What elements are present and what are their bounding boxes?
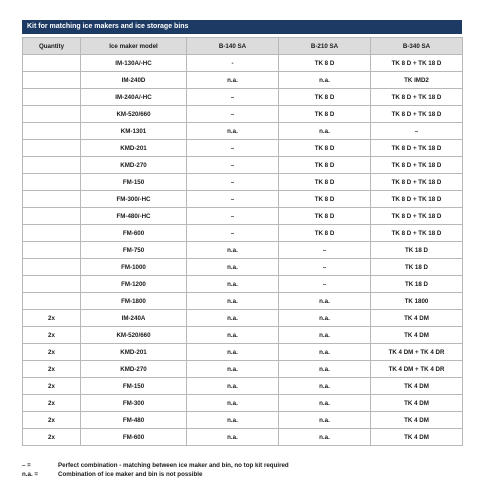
cell-b-140-sa: – xyxy=(187,225,279,242)
cell-quantity: 2x xyxy=(23,429,81,446)
table-row xyxy=(23,242,463,259)
cell-b-340-sa: TK 1800 xyxy=(371,293,463,310)
cell-quantity: 2x xyxy=(23,344,81,361)
cell-b-140-sa: n.a. xyxy=(187,123,279,140)
cell-b-210-sa: – xyxy=(279,242,371,259)
cell-b-210-sa: n.a. xyxy=(279,123,371,140)
cell-b-340-sa: TK 8 D + TK 18 D xyxy=(371,191,463,208)
cell-b-340-sa: TK 4 DM xyxy=(371,310,463,327)
cell-b-210-sa: TK 8 D xyxy=(279,55,371,72)
cell-b-210-sa: TK 8 D xyxy=(279,208,371,225)
cell-b-340-sa: TK 4 DM xyxy=(371,378,463,395)
cell-b-340-sa: TK 4 DM xyxy=(371,327,463,344)
cell-b-340-sa: TK 8 D + TK 18 D xyxy=(371,140,463,157)
table-row xyxy=(23,344,463,361)
table-row xyxy=(23,412,463,429)
header-b-210-sa: B-210 SA xyxy=(279,38,371,55)
legend-item-na xyxy=(22,470,462,479)
table-row xyxy=(23,191,463,208)
cell-quantity xyxy=(23,208,81,225)
cell-b-210-sa: n.a. xyxy=(279,327,371,344)
table-row xyxy=(23,123,463,140)
legend-text: Perfect combination - matching between ice maker and bin, no top kit required xyxy=(58,462,289,469)
cell-b-210-sa: n.a. xyxy=(279,72,371,89)
cell-b-140-sa: n.a. xyxy=(187,344,279,361)
legend-item-dash xyxy=(22,461,462,470)
cell-b-210-sa: TK 8 D xyxy=(279,140,371,157)
header-b-340-sa: B-340 SA xyxy=(371,38,463,55)
cell-b-340-sa: TK 4 DM + TK 4 DR xyxy=(371,361,463,378)
cell-ice-maker-model: FM-1800 xyxy=(81,293,187,310)
cell-ice-maker-model: IM-130A/-HC xyxy=(81,55,187,72)
cell-b-340-sa: TK 18 D xyxy=(371,242,463,259)
cell-ice-maker-model: FM-300 xyxy=(81,395,187,412)
cell-b-210-sa: n.a. xyxy=(279,293,371,310)
cell-b-210-sa: n.a. xyxy=(279,378,371,395)
cell-b-140-sa: n.a. xyxy=(187,395,279,412)
cell-b-140-sa: - xyxy=(187,55,279,72)
cell-ice-maker-model: KMD-270 xyxy=(81,157,187,174)
cell-b-340-sa: TK 8 D + TK 18 D xyxy=(371,225,463,242)
legend-symbol: – = xyxy=(22,462,31,469)
cell-b-340-sa: TK 18 D xyxy=(371,259,463,276)
cell-quantity xyxy=(23,106,81,123)
cell-b-340-sa: TK 8 D + TK 18 D xyxy=(371,174,463,191)
table-header-row xyxy=(23,38,463,55)
cell-ice-maker-model: FM-750 xyxy=(81,242,187,259)
legend xyxy=(22,461,462,479)
cell-b-340-sa: TK 8 D + TK 18 D xyxy=(371,208,463,225)
header-b-140-sa: B-140 SA xyxy=(187,38,279,55)
table-row xyxy=(23,429,463,446)
table-row xyxy=(23,174,463,191)
cell-b-140-sa: n.a. xyxy=(187,378,279,395)
cell-quantity: 2x xyxy=(23,395,81,412)
cell-b-340-sa: TK IMD2 xyxy=(371,72,463,89)
cell-b-340-sa: TK 4 DM + TK 4 DR xyxy=(371,344,463,361)
table-row xyxy=(23,106,463,123)
header-quantity: Quantity xyxy=(23,38,81,55)
table-row xyxy=(23,140,463,157)
table-row xyxy=(23,361,463,378)
cell-b-140-sa: – xyxy=(187,140,279,157)
cell-quantity xyxy=(23,72,81,89)
cell-b-140-sa: – xyxy=(187,191,279,208)
cell-quantity xyxy=(23,276,81,293)
kit-table xyxy=(22,37,463,446)
cell-quantity: 2x xyxy=(23,310,81,327)
cell-ice-maker-model: KMD-201 xyxy=(81,140,187,157)
cell-ice-maker-model: FM-1200 xyxy=(81,276,187,293)
table-row xyxy=(23,72,463,89)
cell-b-140-sa: n.a. xyxy=(187,72,279,89)
cell-b-210-sa: TK 8 D xyxy=(279,89,371,106)
cell-ice-maker-model: FM-480/-HC xyxy=(81,208,187,225)
cell-quantity xyxy=(23,225,81,242)
cell-quantity: 2x xyxy=(23,327,81,344)
cell-b-210-sa: n.a. xyxy=(279,344,371,361)
cell-b-140-sa: n.a. xyxy=(187,310,279,327)
cell-b-210-sa: n.a. xyxy=(279,310,371,327)
cell-ice-maker-model: FM-1000 xyxy=(81,259,187,276)
cell-b-140-sa: – xyxy=(187,106,279,123)
cell-ice-maker-model: KM-1301 xyxy=(81,123,187,140)
cell-b-140-sa: n.a. xyxy=(187,293,279,310)
cell-b-340-sa: TK 4 DM xyxy=(371,412,463,429)
cell-b-140-sa: n.a. xyxy=(187,327,279,344)
cell-b-210-sa: – xyxy=(279,259,371,276)
cell-ice-maker-model: IM-240A/-HC xyxy=(81,89,187,106)
cell-b-340-sa: TK 18 D xyxy=(371,276,463,293)
cell-b-140-sa: n.a. xyxy=(187,259,279,276)
cell-b-340-sa: TK 4 DM xyxy=(371,395,463,412)
cell-ice-maker-model: FM-300/-HC xyxy=(81,191,187,208)
cell-ice-maker-model: KM-520/660 xyxy=(81,327,187,344)
cell-quantity xyxy=(23,293,81,310)
cell-ice-maker-model: FM-600 xyxy=(81,429,187,446)
cell-ice-maker-model: IM-240A xyxy=(81,310,187,327)
table-row xyxy=(23,259,463,276)
header-ice-maker-model: Ice maker model xyxy=(81,38,187,55)
cell-b-340-sa: – xyxy=(371,123,463,140)
cell-quantity: 2x xyxy=(23,412,81,429)
table-row xyxy=(23,395,463,412)
cell-b-140-sa: – xyxy=(187,89,279,106)
cell-b-140-sa: n.a. xyxy=(187,242,279,259)
cell-b-210-sa: n.a. xyxy=(279,361,371,378)
cell-b-340-sa: TK 8 D + TK 18 D xyxy=(371,157,463,174)
cell-b-140-sa: n.a. xyxy=(187,412,279,429)
cell-b-340-sa: TK 8 D + TK 18 D xyxy=(371,106,463,123)
cell-b-140-sa: – xyxy=(187,208,279,225)
cell-ice-maker-model: FM-600 xyxy=(81,225,187,242)
cell-ice-maker-model: FM-480 xyxy=(81,412,187,429)
table-row xyxy=(23,293,463,310)
cell-ice-maker-model: IM-240D xyxy=(81,72,187,89)
cell-quantity xyxy=(23,89,81,106)
table-row xyxy=(23,378,463,395)
cell-b-210-sa: n.a. xyxy=(279,429,371,446)
cell-b-210-sa: – xyxy=(279,276,371,293)
cell-quantity xyxy=(23,259,81,276)
cell-b-340-sa: TK 4 DM xyxy=(371,429,463,446)
cell-quantity: 2x xyxy=(23,378,81,395)
cell-ice-maker-model: FM-150 xyxy=(81,378,187,395)
table-row xyxy=(23,89,463,106)
cell-quantity xyxy=(23,140,81,157)
table-body xyxy=(23,55,463,446)
cell-ice-maker-model: KM-520/660 xyxy=(81,106,187,123)
table-row xyxy=(23,327,463,344)
table-row xyxy=(23,208,463,225)
cell-b-340-sa: TK 8 D + TK 18 D xyxy=(371,55,463,72)
legend-text: Combination of ice maker and bin is not possible xyxy=(58,471,203,478)
table-row xyxy=(23,55,463,72)
cell-b-210-sa: TK 8 D xyxy=(279,191,371,208)
cell-b-140-sa: n.a. xyxy=(187,361,279,378)
cell-b-140-sa: – xyxy=(187,174,279,191)
cell-quantity: 2x xyxy=(23,361,81,378)
cell-ice-maker-model: KMD-270 xyxy=(81,361,187,378)
cell-b-210-sa: n.a. xyxy=(279,395,371,412)
table-row xyxy=(23,157,463,174)
cell-ice-maker-model: KMD-201 xyxy=(81,344,187,361)
cell-b-210-sa: TK 8 D xyxy=(279,157,371,174)
cell-ice-maker-model: FM-150 xyxy=(81,174,187,191)
cell-quantity xyxy=(23,191,81,208)
cell-quantity xyxy=(23,174,81,191)
cell-b-140-sa: n.a. xyxy=(187,429,279,446)
cell-b-210-sa: n.a. xyxy=(279,412,371,429)
table-row xyxy=(23,276,463,293)
cell-quantity xyxy=(23,242,81,259)
cell-b-210-sa: TK 8 D xyxy=(279,106,371,123)
cell-quantity xyxy=(23,157,81,174)
cell-b-210-sa: TK 8 D xyxy=(279,174,371,191)
table-title: Kit for matching ice makers and ice storage bins xyxy=(22,20,462,34)
cell-b-140-sa: n.a. xyxy=(187,276,279,293)
cell-quantity xyxy=(23,123,81,140)
legend-symbol: n.a. = xyxy=(22,471,38,478)
table-row xyxy=(23,310,463,327)
cell-b-140-sa: – xyxy=(187,157,279,174)
cell-b-210-sa: TK 8 D xyxy=(279,225,371,242)
cell-quantity xyxy=(23,55,81,72)
table-row xyxy=(23,225,463,242)
cell-b-340-sa: TK 8 D + TK 18 D xyxy=(371,89,463,106)
